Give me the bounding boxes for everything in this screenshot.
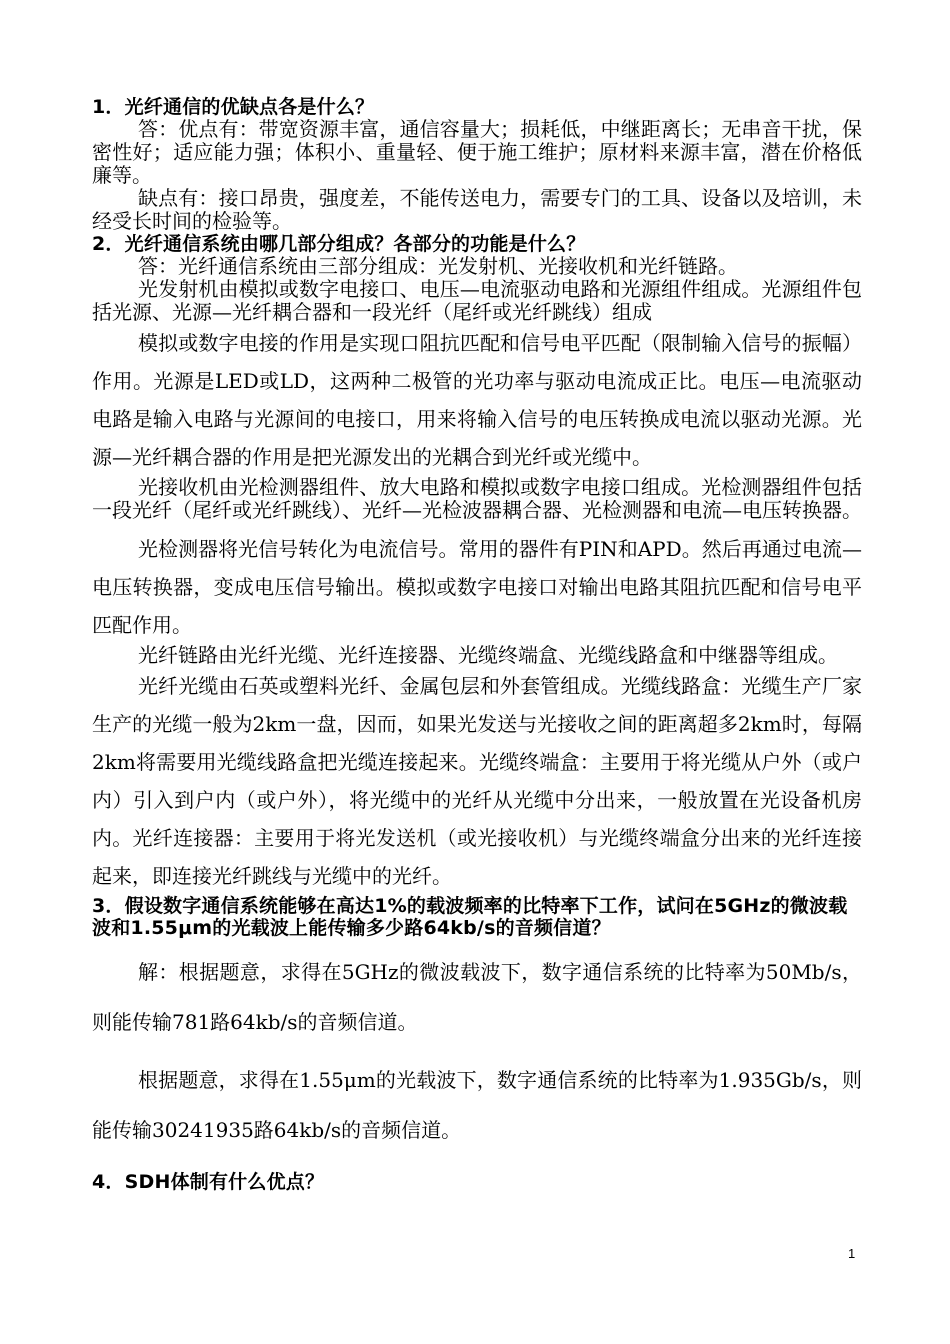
answer-1-advantages: 答：优点有：带宽资源丰富，通信容量大；损耗低，中继距离长；无串音干扰，保密性好；适应能力强；体积小、重量轻、便于施工维护；原材料来源丰富，潜在价格低廉等。 (92, 117, 862, 187)
answer-2-cable: 光纤光缆由石英或塑料光纤、金属包层和外套管组成。光缆线路盒：光缆生产厂家生产的光缆一般为2km一盘，因而，如果光发送与光接收之间的距离超多2km时，每隔2km将需要用光缆线路盒把光缆连接起来。光缆终端盒：主要用于将光缆从户外（或户内）引入到户内（或户外），将光缆中的光纤从光缆中分出来，一般放置在光设备机房内。光纤连接器：主要用于将光发送机（或光接收机）与光缆终端盒分出来的光纤连接起来，即连接光纤跳线与光缆中的光纤。 (92, 674, 862, 888)
answer-1-disadvantages: 缺点有：接口昂贵，强度差，不能传送电力，需要专门的工具、设备以及培训，未经受长时间的检验等。 (92, 186, 862, 233)
answer-2-receiver: 光接收机由光检测器组件、放大电路和模拟或数字电接口组成。光检测器组件包括一段光纤（尾纤或光纤跳线）、光纤—光检波器耦合器、光检测器和电流—电压转换器。 (92, 475, 862, 522)
document-body (92, 96, 862, 1193)
question-4: 4．SDH体制有什么优点？ (92, 1171, 325, 1193)
question-1: 1．光纤通信的优缺点各是什么？ (92, 96, 375, 118)
answer-3-optical: 根据题意，求得在1.55μm的光载波下，数字通信系统的比特率为1.935Gb/s，则能传输30241935路64kb/s的音频信道。 (92, 1068, 862, 1142)
question-2: 2．光纤通信系统由哪几部分组成？各部分的功能是什么？ (92, 233, 586, 255)
question-3: 3．假设数字通信系统能够在高达1%的载波频率的比特率下工作，试问在5GHz的微波载波和1.55μm的光载波上能传输多少路64kb/s的音频信道？ (92, 895, 848, 939)
page-number: 1 (848, 1246, 856, 1261)
answer-2-intro: 答：光纤通信系统由三部分组成：光发射机、光接收机和光纤链路。 (138, 254, 738, 278)
answer-2-link: 光纤链路由光纤光缆、光纤连接器、光缆终端盒、光缆线路盒和中继器等组成。 (138, 643, 838, 667)
answer-2-detector: 光检测器将光信号转化为电流信号。常用的器件有PIN和APD。然后再通过电流—电压转换器，变成电压信号输出。模拟或数字电接口对输出电路其阻抗匹配和信号电平匹配作用。 (92, 537, 862, 637)
answer-2-interface-function: 模拟或数字电接的作用是实现口阻抗匹配和信号电平匹配（限制输入信号的振幅）作用。光源是LED或LD，这两种二极管的光功率与驱动电流成正比。电压—电流驱动电路是输入电路与光源间的电接口，用来将输入信号的电压转换成电流以驱动光源。光源—光纤耦合器的作用是把光源发出的光耦合到光纤或光缆中。 (92, 331, 862, 469)
answer-2-transmitter: 光发射机由模拟或数字电接口、电压—电流驱动电路和光源组件组成。光源组件包括光源、光源—光纤耦合器和一段光纤（尾纤或光纤跳线）组成 (92, 277, 862, 324)
answer-3-microwave: 解：根据题意，求得在5GHz的微波载波下，数字通信系统的比特率为50Mb/s，则能传输781路64kb/s的音频信道。 (92, 960, 862, 1034)
